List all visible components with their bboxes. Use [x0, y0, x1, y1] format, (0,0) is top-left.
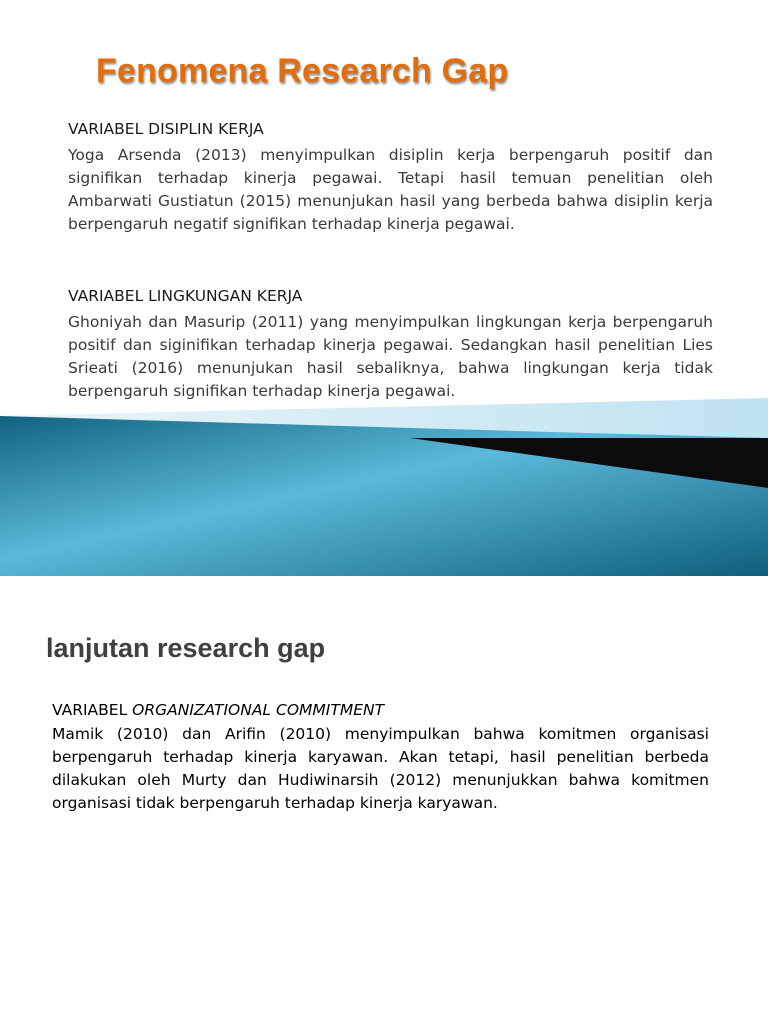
section-body-disiplin: Yoga Arsenda (2013) menyimpulkan disiplin kerja berpengaruh positif dan signifikan terhadap kinerja pegawai. Tetapi hasil temuan penelitian oleh Ambarwati Gustiatun (2015) menunjukan hasil yang berbeda bahwa disiplin kerja berpengaruh negatif signifikan terhadap kinerja pegawai. [68, 146, 713, 233]
section-body-lingkungan: Ghoniyah dan Masurip (2011) yang menyimpulkan lingkungan kerja berpengaruh positif dan siginifikan terhadap kinerja pegawai. Sedangkan hasil penelitian Lies Srieati (2016) menunjukan hasil sebaliknya, bahwa lingkungan kerja tidak berpengaruh signifikan terhadap kinerja pegawai. [68, 313, 713, 400]
slide-title-lanjutan: lanjutan research gap [46, 633, 326, 663]
section-heading-commitment [52, 701, 384, 719]
decorative-wave-band [0, 380, 768, 576]
section-heading-lingkungan: VARIABEL LINGKUNGAN KERJA [68, 287, 303, 305]
section-body-commitment: Mamik (2010) dan Arifin (2010) menyimpulkan bahwa komitmen organisasi berpengaruh terhadap kinerja karyawan. Akan tetapi, hasil penelitian berbeda dilakukan oleh Murty dan Hudiwinarsih (2012) menunjukkan bahwa komitmen organisasi tidak berpengaruh terhadap kinerja karyawan. [52, 725, 709, 812]
teal-wave [0, 410, 768, 576]
heading-italic: ORGANIZATIONAL COMMITMENT [132, 701, 385, 719]
section-heading-disiplin: VARIABEL DISIPLIN KERJA [68, 120, 264, 138]
heading-prefix: VARIABEL [52, 701, 128, 719]
slide-lanjutan [0, 585, 768, 1024]
slide-title: Fenomena Research Gap [96, 52, 509, 90]
